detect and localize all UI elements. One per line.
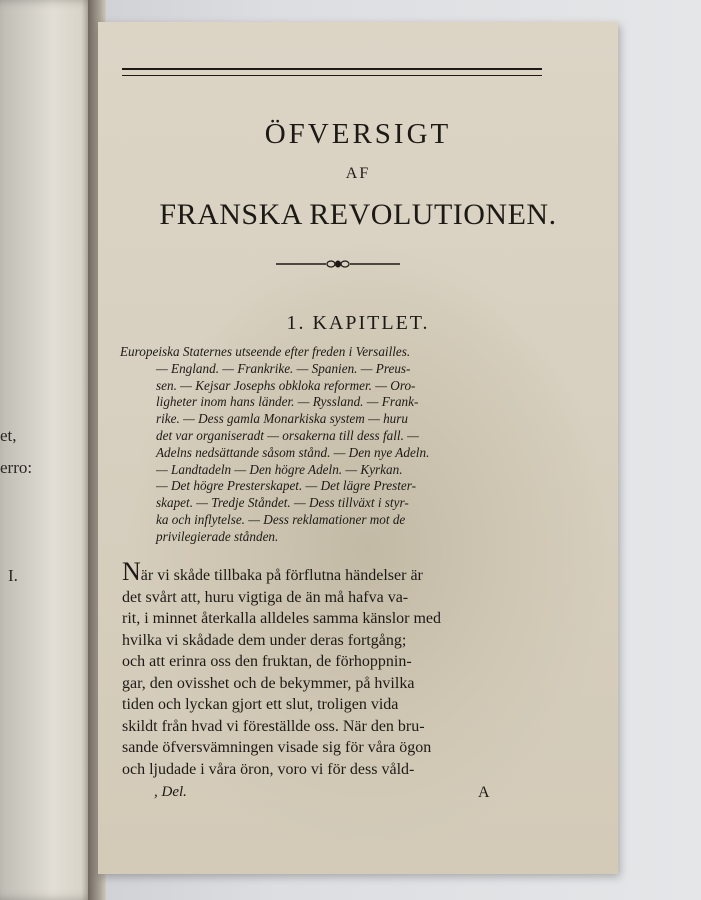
- summary-line: Adelns nedsättande såsom stånd. — Den nye Adeln.: [156, 444, 430, 460]
- body-line: hvilka vi skådade dem under deras fortgång;: [122, 631, 407, 649]
- book-page: [98, 22, 618, 874]
- page-subtitle: FRANSKA REVOLUTIONEN.: [159, 198, 557, 231]
- body-line: gar, den ovisshet och de bekymmer, på hvilka: [122, 674, 415, 692]
- summary-line: sen. — Kejsar Josephs obkloka reformer. — Oro-: [156, 377, 416, 393]
- chapter-summary: [120, 344, 552, 546]
- body-line: det svårt att, huru vigtiga de än må hafva va-: [122, 588, 409, 606]
- top-rule: [122, 68, 542, 76]
- summary-line: skapet. — Tredje Ståndet. — Dess tillväxt i styr-: [156, 495, 409, 511]
- body-line: tiden och lyckan gjort ett slut, troligen vida: [122, 696, 399, 713]
- summary-line: ka och inflytelse. — Dess reklamationer mot de: [156, 511, 406, 527]
- footer-volume: , Del.: [154, 784, 187, 800]
- signature-mark: A: [478, 784, 490, 801]
- page-title: ÖFVERSIGT: [264, 118, 452, 150]
- body-line: och att erinra oss den fruktan, de förhoppnin-: [122, 653, 412, 670]
- drop-cap: N: [122, 557, 141, 586]
- left-page-fragment: I.: [8, 566, 18, 585]
- summary-line: Europeiska Staternes utseende efter freden i Versailles.: [120, 344, 411, 359]
- summary-line: — Landtadeln — Den högre Adeln. — Kyrkan.: [156, 461, 403, 477]
- summary-line: rike. — Dess gamla Monarkiska system — huru: [156, 411, 409, 427]
- body-line: skildt från hvad vi föreställde oss. När den bru-: [122, 717, 425, 735]
- left-page-fragment: et,: [0, 426, 17, 445]
- ornament-divider: [276, 258, 400, 270]
- body-paragraph: [122, 557, 552, 780]
- body-line: är vi skåde tillbaka på förflutna händelser är: [140, 567, 423, 584]
- body-line: rit, i minnet återkalla alldeles samma känslor med: [122, 610, 442, 627]
- body-line: sande öfversvämningen visade sig för våra ögon: [122, 739, 432, 756]
- summary-line: ligheter inom hans länder. — Ryssland. — Frank-: [156, 394, 419, 410]
- body-line: och ljudade i våra öron, voro vi för dess våld-: [122, 760, 415, 778]
- summary-line: det var organiseradt — orsakerna till dess fall. —: [156, 427, 419, 443]
- previous-page-edge: [0, 0, 96, 900]
- chapter-heading: 1. KAPITLET.: [286, 312, 430, 334]
- title-connector: AF: [345, 165, 371, 182]
- summary-line: privilegierade stånden.: [156, 528, 279, 544]
- summary-line: — Det högre Presterskapet. — Det lägre Prester-: [156, 478, 417, 494]
- left-page-fragment: erro:: [0, 458, 33, 477]
- summary-line: — England. — Frankrike. — Spanien. — Preus-: [156, 360, 411, 376]
